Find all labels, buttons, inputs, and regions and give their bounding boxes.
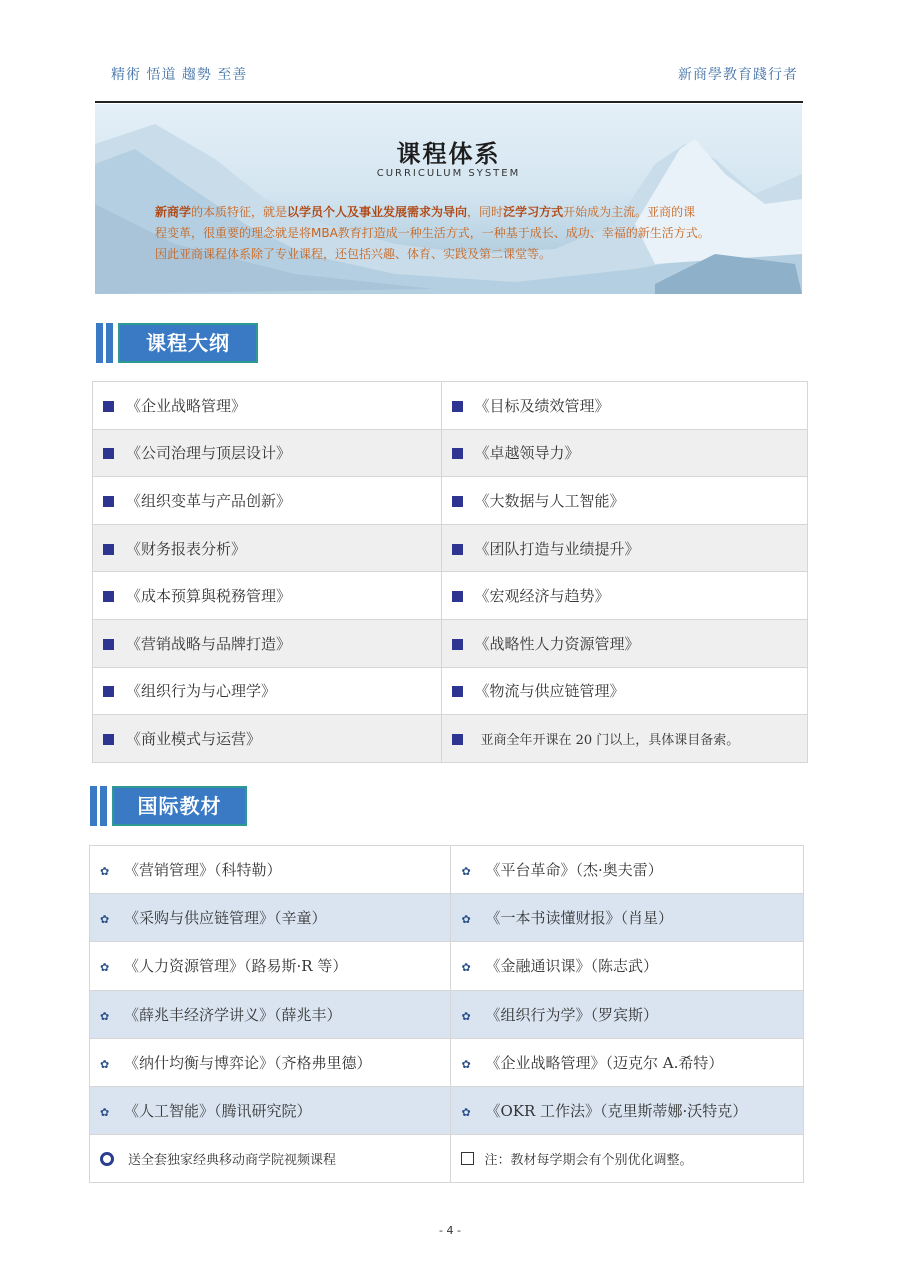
table-cell bbox=[93, 619, 442, 667]
text-span: 的本质特征，就是 bbox=[191, 205, 288, 219]
table-cell bbox=[90, 894, 451, 942]
mountain-background-image bbox=[95, 104, 802, 294]
table-cell bbox=[93, 382, 442, 430]
flower-bullet-icon: ✿ bbox=[461, 1057, 471, 1071]
square-bullet-icon bbox=[452, 544, 463, 555]
textbook-name: 《金融通识课》（陈志武） bbox=[485, 957, 658, 976]
table-cell bbox=[93, 477, 442, 525]
course-name: 《团队打造与业绩提升》 bbox=[474, 539, 640, 558]
table-cell bbox=[451, 894, 804, 942]
course-name: 《物流与供应链管理》 bbox=[474, 682, 625, 701]
textbook-name: 《OKR 工作法》（克里斯蒂娜·沃特克） bbox=[485, 1102, 748, 1121]
square-bullet-icon bbox=[452, 639, 463, 650]
flower-bullet-icon: ✿ bbox=[100, 1009, 110, 1023]
banner-title: 课程体系 bbox=[396, 140, 501, 168]
table-row bbox=[93, 619, 808, 667]
section-title: 课程大纲 bbox=[118, 323, 258, 363]
table-cell bbox=[451, 846, 804, 894]
textbook-name: 《平台革命》（杰·奥夫雷） bbox=[485, 861, 663, 880]
header-divider bbox=[95, 101, 803, 103]
text-span: 泛学习方式 bbox=[503, 205, 564, 219]
table-cell bbox=[93, 524, 442, 572]
square-bullet-icon bbox=[452, 496, 463, 507]
square-bullet-icon bbox=[452, 591, 463, 602]
flower-bullet-icon: ✿ bbox=[461, 913, 471, 927]
table-cell bbox=[90, 942, 451, 990]
table-row bbox=[90, 846, 804, 894]
textbook-name: 《营销管理》（科特勒） bbox=[124, 861, 282, 880]
header-motto: 精術 悟道 趨勢 至善 bbox=[111, 67, 248, 83]
table-cell bbox=[441, 715, 808, 763]
text-span: 以学员个人及事业发展需求为导向 bbox=[287, 205, 468, 219]
square-bullet-icon bbox=[452, 448, 463, 459]
table-cell bbox=[451, 942, 804, 990]
table-cell bbox=[451, 1086, 804, 1134]
square-bullet-icon bbox=[103, 496, 114, 507]
square-bullet-icon bbox=[103, 448, 114, 459]
textbook-name: 《组织行为学》（罗宾斯） bbox=[485, 1005, 658, 1024]
course-name: 《营销战略与品牌打造》 bbox=[126, 634, 292, 653]
textbook-name: 《企业战略管理》（迈克尔 A.希特） bbox=[485, 1053, 724, 1072]
outline-note: 亚商全年开课在 20 门以上，具体课目备索。 bbox=[480, 732, 740, 748]
table-cell bbox=[451, 1135, 804, 1183]
flower-bullet-icon: ✿ bbox=[100, 913, 110, 927]
table-cell bbox=[441, 382, 808, 430]
course-name: 《大数据与人工智能》 bbox=[474, 491, 625, 510]
table-cell bbox=[90, 990, 451, 1038]
table-cell bbox=[90, 1038, 451, 1086]
section-heading-outline bbox=[96, 323, 266, 363]
course-name: 《战略性人力资源管理》 bbox=[474, 634, 640, 653]
banner-description bbox=[155, 202, 765, 265]
table-row bbox=[93, 572, 808, 620]
course-name: 《商业模式与运营》 bbox=[126, 729, 262, 748]
table-row bbox=[93, 477, 808, 525]
table-cell bbox=[90, 846, 451, 894]
international-textbooks-table bbox=[89, 845, 804, 1183]
textbook-name: 《薛兆丰经济学讲义》（薛兆丰） bbox=[124, 1005, 342, 1024]
table-cell bbox=[441, 477, 808, 525]
table-cell bbox=[441, 667, 808, 715]
table-row bbox=[93, 429, 808, 477]
course-name: 《卓越领导力》 bbox=[474, 444, 580, 463]
square-bullet-icon bbox=[103, 401, 114, 412]
banner-line-2: 程变革，很重要的理念就是将MBA教育打造成一种生活方式，一种基于成长、成功、幸福的新生活方式。 bbox=[155, 226, 710, 240]
textbook-name: 《人力资源管理》（路易斯·R 等） bbox=[124, 957, 348, 976]
course-name: 《目标及绩效管理》 bbox=[474, 396, 610, 415]
table-row bbox=[90, 1135, 804, 1183]
table-row bbox=[93, 715, 808, 763]
course-name: 《公司治理与顶层设计》 bbox=[126, 444, 292, 463]
header-slogan: 新商學教育踐行者 bbox=[678, 67, 798, 83]
heading-bar bbox=[100, 786, 107, 826]
table-cell bbox=[93, 667, 442, 715]
section-title: 国际教材 bbox=[112, 786, 247, 826]
adjustment-note: 注：教材每学期会有个别优化调整。 bbox=[484, 1153, 693, 1169]
table-row bbox=[93, 667, 808, 715]
square-bullet-icon bbox=[452, 401, 463, 412]
table-cell bbox=[90, 1086, 451, 1134]
text-span: 开始成为主流。亚商的课 bbox=[563, 205, 696, 219]
textbook-name: 《一本书读懂财报》（肖星） bbox=[485, 909, 673, 928]
table-cell bbox=[441, 429, 808, 477]
heading-bar bbox=[96, 323, 103, 363]
text-span: ，同时 bbox=[467, 205, 504, 219]
course-name: 《财务报表分析》 bbox=[126, 539, 247, 558]
table-row bbox=[90, 1086, 804, 1134]
flower-bullet-icon: ✿ bbox=[461, 865, 471, 879]
course-name: 《组织变革与产品创新》 bbox=[126, 491, 292, 510]
banner-line-1 bbox=[155, 202, 765, 223]
course-name: 《成本预算與税務管理》 bbox=[126, 587, 292, 606]
table-cell bbox=[441, 572, 808, 620]
square-bullet-icon bbox=[103, 734, 114, 745]
table-cell bbox=[441, 619, 808, 667]
textbook-name: 《纳什均衡与博弈论》（齐格弗里德） bbox=[124, 1053, 372, 1072]
table-cell bbox=[451, 1038, 804, 1086]
table-row bbox=[90, 1038, 804, 1086]
table-cell bbox=[93, 715, 442, 763]
section-heading-international bbox=[90, 786, 255, 826]
table-row bbox=[93, 524, 808, 572]
heading-bar bbox=[106, 323, 113, 363]
square-bullet-icon bbox=[103, 639, 114, 650]
banner-subtitle: CURRICULUM SYSTEM bbox=[376, 168, 521, 179]
curriculum-banner bbox=[95, 104, 802, 294]
textbook-name: 《采购与供应链管理》（辛童） bbox=[124, 909, 327, 928]
course-name: 《企业战略管理》 bbox=[126, 396, 247, 415]
table-row bbox=[90, 990, 804, 1038]
table-row bbox=[90, 942, 804, 990]
square-bullet-icon bbox=[452, 734, 463, 745]
table-row bbox=[93, 382, 808, 430]
ring-bullet-icon bbox=[100, 1152, 114, 1166]
square-bullet-icon bbox=[452, 686, 463, 697]
table-cell bbox=[93, 429, 442, 477]
flower-bullet-icon: ✿ bbox=[100, 961, 110, 975]
banner-line-3: 因此亚商课程体系除了专业课程，还包括兴趣、体育、实践及第二课堂等。 bbox=[155, 247, 552, 261]
page-number: - 4 - bbox=[439, 1224, 461, 1237]
flower-bullet-icon: ✿ bbox=[100, 865, 110, 879]
course-outline-table bbox=[92, 381, 808, 763]
text-span: 新商学 bbox=[155, 205, 192, 219]
course-name: 《组织行为与心理学》 bbox=[126, 682, 277, 701]
flower-bullet-icon: ✿ bbox=[461, 961, 471, 975]
flower-bullet-icon: ✿ bbox=[461, 1009, 471, 1023]
checkbox-icon bbox=[461, 1152, 474, 1165]
table-row bbox=[90, 894, 804, 942]
square-bullet-icon bbox=[103, 591, 114, 602]
bonus-note: 送全套独家经典移动商学院视频课程 bbox=[128, 1153, 337, 1169]
square-bullet-icon bbox=[103, 686, 114, 697]
course-name: 《宏观经济与趋势》 bbox=[474, 587, 610, 606]
heading-bar bbox=[90, 786, 97, 826]
table-cell bbox=[90, 1135, 451, 1183]
flower-bullet-icon: ✿ bbox=[100, 1106, 110, 1120]
table-cell bbox=[93, 572, 442, 620]
table-cell bbox=[451, 990, 804, 1038]
textbook-name: 《人工智能》（腾讯研究院） bbox=[124, 1102, 312, 1121]
square-bullet-icon bbox=[103, 544, 114, 555]
flower-bullet-icon: ✿ bbox=[100, 1057, 110, 1071]
table-cell bbox=[441, 524, 808, 572]
flower-bullet-icon: ✿ bbox=[461, 1106, 471, 1120]
